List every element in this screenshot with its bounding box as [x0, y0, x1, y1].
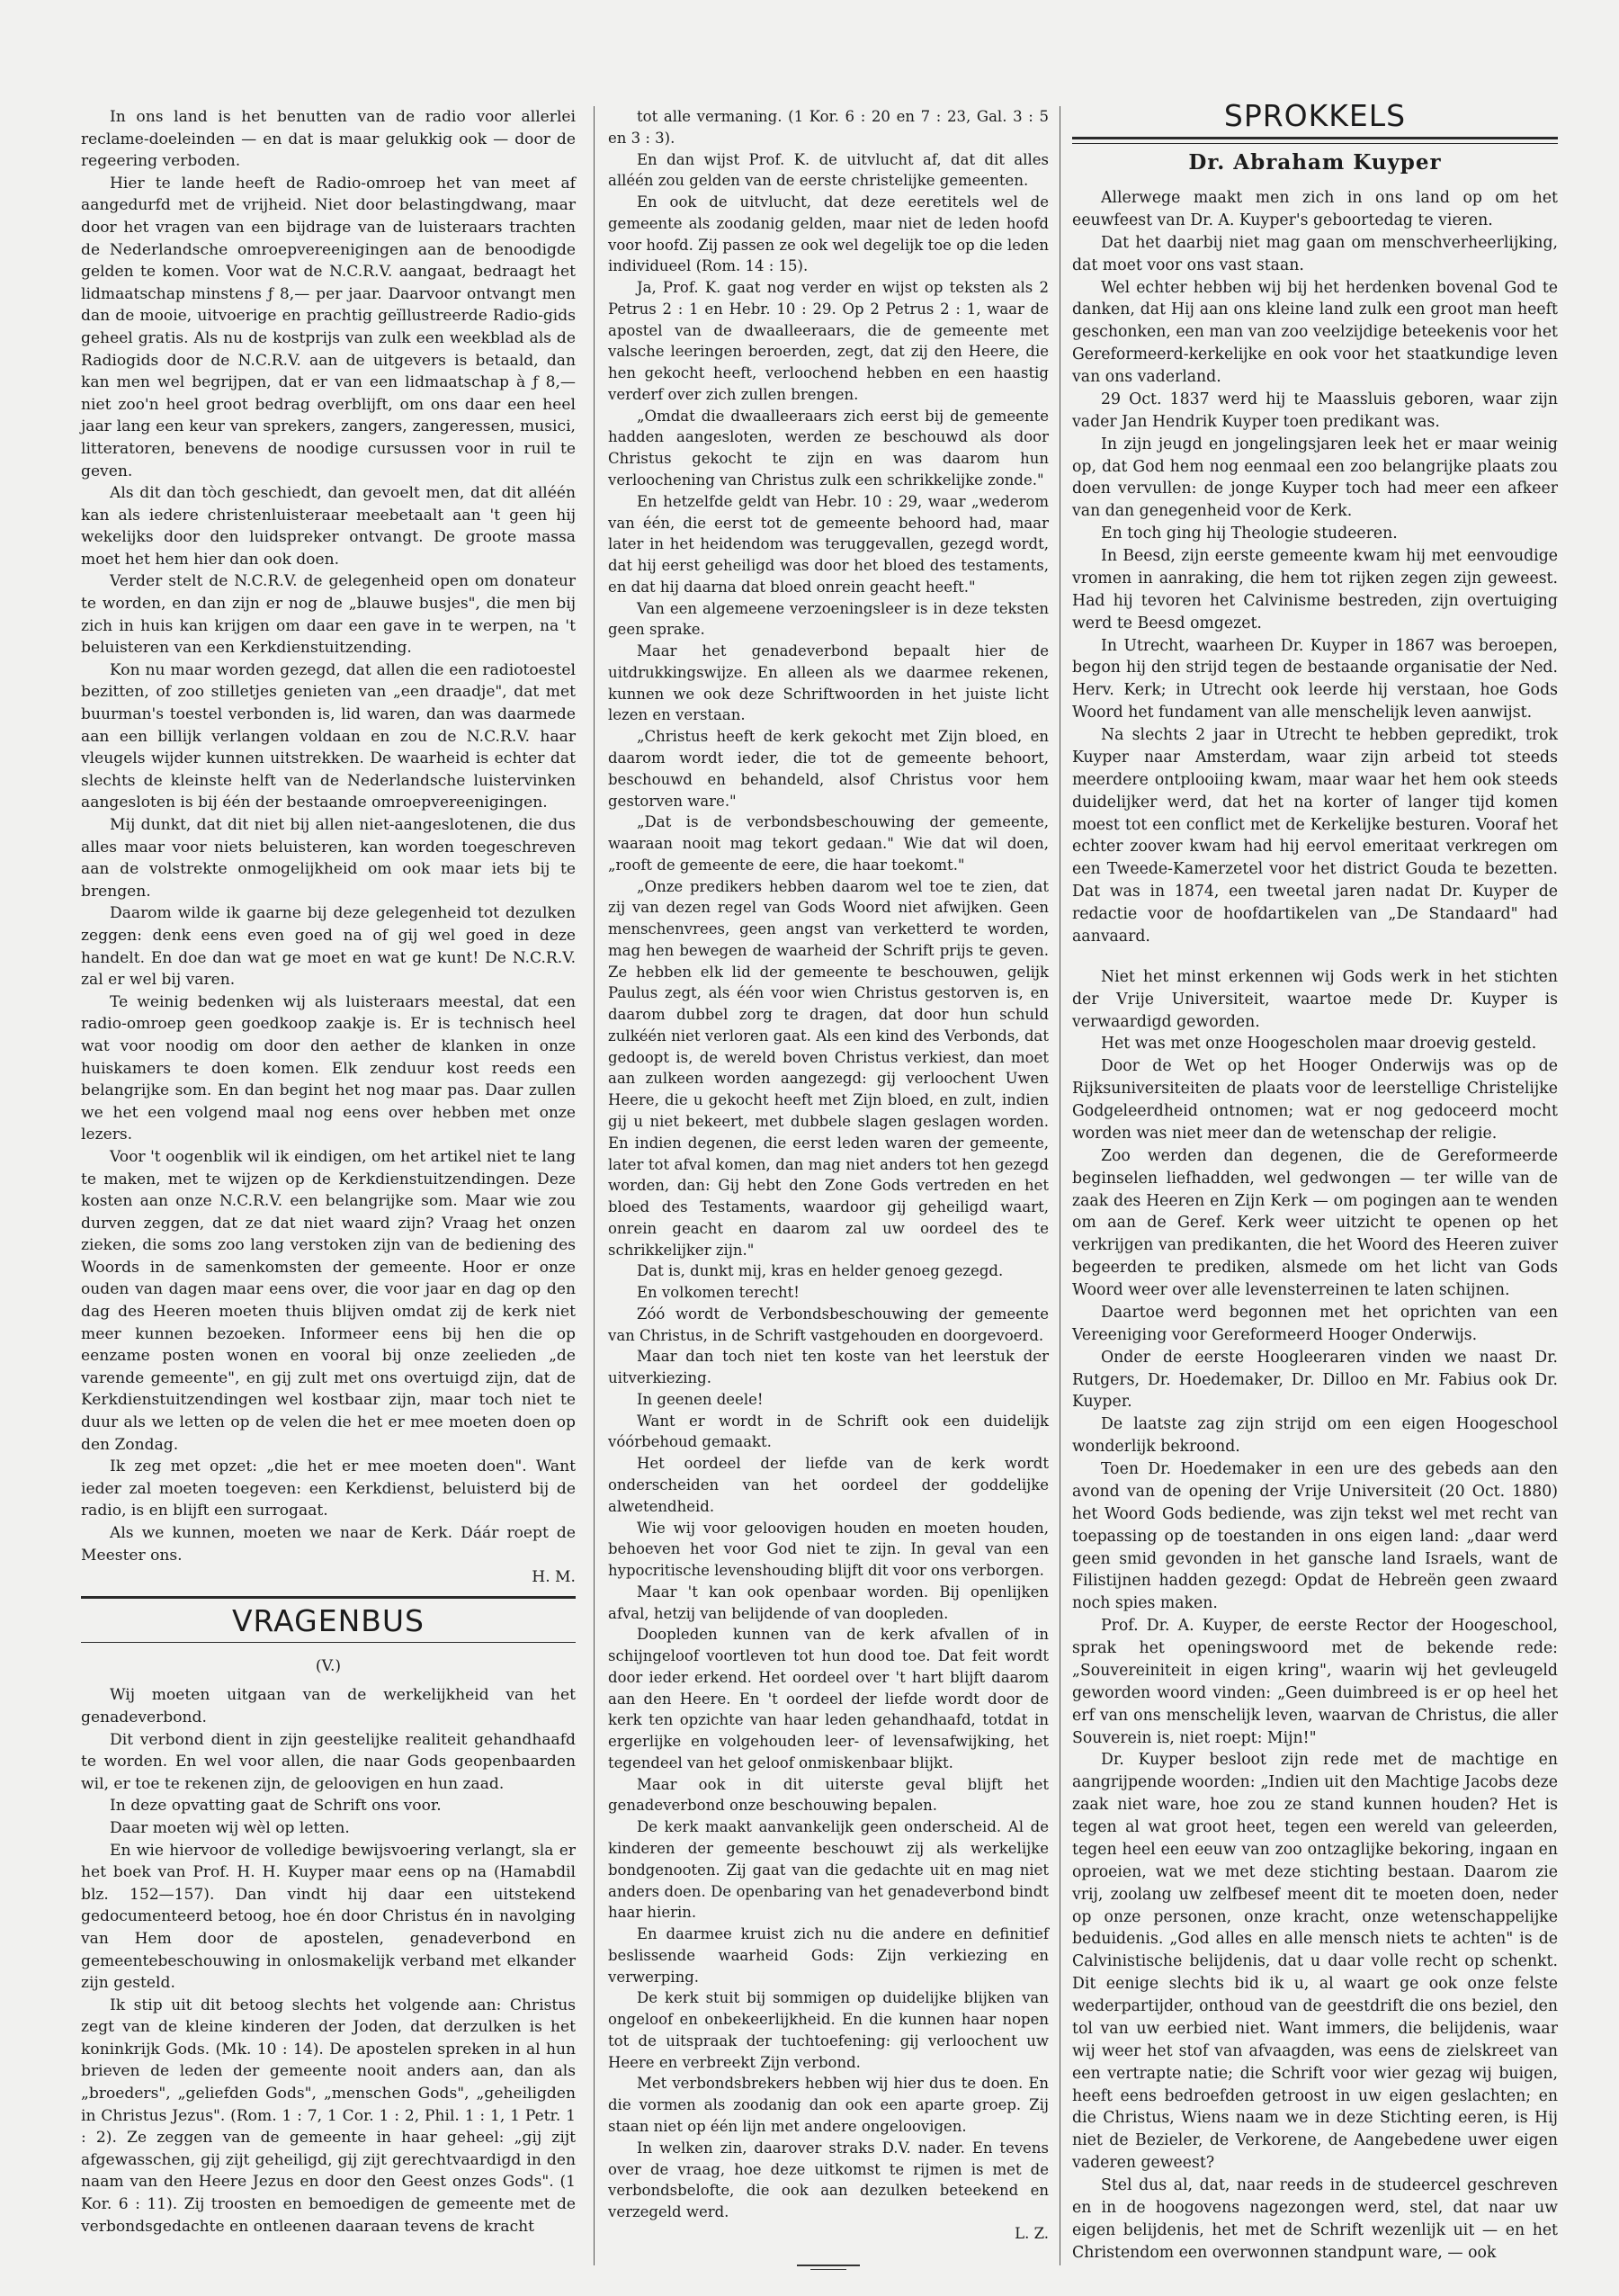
paragraph: Door de Wet op het Hooger Onderwijs was op de Rijksuniversiteiten de plaats voor de leerstellige Christelijke Godgeleerdheid ontnomen; wat er nog gedoceerd mocht worden was niet meer dan de wetenschap der religie.	[1072, 1057, 1558, 1143]
paragraph: Het oordeel der liefde van de kerk wordt onderscheiden van het oordeel der goddelijke alwetendheid.	[608, 1455, 1049, 1515]
section-title-vragenbus: VRAGENBUS	[231, 1602, 425, 1638]
paragraph-gap	[1072, 948, 1558, 966]
paragraph: Dit verbond dient in zijn geestelijke realiteit gehandhaafd te worden. En wel voor allen, die naar Gods geopenbaarden wil, er toe te rekenen zijn, de geloovigen en hun zaad.	[81, 1730, 576, 1793]
paragraph: „Dat is de verbondsbeschouwing der gemeente, waaraan nooit mag tekort gedaan." Wie dat wil doen, „rooft de gemeente de eere, die haar toekomt."	[608, 813, 1049, 874]
paragraph: De laatste zag zijn strijd om een eigen Hoogeschool wonderlijk bekroond.	[1072, 1415, 1558, 1457]
paragraph: Kon nu maar worden gezegd, dat allen die een radiotoestel bezitten, of zoo stilletjes genieten van „een draadje", dat met buurman's toestel verbonden is, lid waren, dan was daarmede aan een billijk verlangen voldaan en zou de N.C.R.V. haar vleugels wijder kunnen uitstrekken. De waarheid is echter dat slechts de kleinste helft van de Nederlandsche luistervinken aangesloten is bij één der bestaande omroepvereenigingen.	[81, 660, 576, 812]
paragraph: Daartoe werd begonnen met het oprichten van een Vereeniging voor Gereformeerd Hooger Onderwijs.	[1072, 1303, 1558, 1344]
paragraph: In Utrecht, waarheen Dr. Kuyper in 1867 was beroepen, begon hij den strijd tegen de bestaande organisatie der Ned. Herv. Kerk; in Utrecht ook leerde hij verstaan, hoe Gods Woord het fundament van alle menschelijk leven aanwijst.	[1072, 636, 1558, 722]
paragraph: Daar moeten wij wèl op letten.	[110, 1818, 350, 1837]
paragraph: En toch ging hij Theologie studeeren.	[1101, 525, 1398, 543]
paragraph: Toen Dr. Hoedemaker in een ure des gebeds aan den avond van de opening der Vrije Universiteit (20 Oct. 1880) het Woord Gods bediende, was zijn tekst wel met recht van toepassing op de toestanden in ons eigen land: „daar werd geen smid gevonden in het gansche land Israels, want de Filistijnen hadden gezegd: Opdat de Hebreën geen zwaard noch spies maken.	[1072, 1460, 1558, 1613]
article-title: Dr. Abraham Kuyper	[1188, 150, 1442, 175]
vragenbus-article	[81, 1655, 576, 2238]
paragraph: Voor 't oogenblik wil ik eindigen, om het artikel niet te lang te maken, met te wijzen op de Kerkdienstuitzendingen. Deze kosten aan onze N.C.R.V. een belangrijke som. Maar wie zou durven zeggen, dat ze dat niet waard zijn? Vraag het onzen zieken, die soms zoo lang verstoken zijn van de bediening des Woords in de samenkomsten der gemeente. Hoor er onze ouden van dagen maar eens over, die voor jaar en dag op den dag des Heeren moeten thuis blijven omdat zij de kerk niet meer kunnen bezoeken. Informeer eens bij hen die op eenzame posten wonen en vooral bij onze zeelieden „de varende gemeente", en gij zult met ons overtuigd zijn, dat de Kerkdienstuitzendingen wel kostbaar zijn, maar toch niet te duur als we letten op de velen die het er mee moeten doen op den Zondag.	[81, 1147, 576, 1454]
paragraph: In welken zin, daarover straks D.V. nader. En tevens over de vraag, hoe deze uitkomst te rijmen is met de verbondsbelofte, die ook aan dezulken beteekend en verzegeld werd.	[608, 2139, 1049, 2221]
paragraph: En dan wijst Prof. K. de uitvlucht af, dat dit alles alléén zou gelden van de eerste christelijke gemeenten.	[608, 150, 1049, 190]
paragraph: Wel echter hebben wij bij het herdenken bovenal God te danken, dat Hij aan ons kleine land zulk een groot man heeft geschonken, een man van zoo veelzijdige beteekenis voor het Gereformeerd-kerkelijke en ook voor het staatkundige leven van ons vaderland.	[1072, 278, 1558, 386]
paragraph: Van een algemeene verzoeningsleer is in deze teksten geen sprake.	[608, 599, 1049, 639]
paragraph: En hetzelfde geldt van Hebr. 10 : 29, waar „wederom van één, die eerst tot de gemeente behoord had, maar later in het heidendom was teruggevallen, gezegd wordt, dat hij eerst geheiligd was door het bloed des testaments, en dat hij daarna dat bloed onrein geacht heeft."	[608, 492, 1049, 596]
paragraph: In deze opvatting gaat de Schrift ons voor.	[110, 1797, 442, 1816]
section-divider	[81, 1642, 576, 1643]
paragraph: En ook de uitvlucht, dat deze eeretitels wel de gemeente als zoodanig gelden, maar niet de leden hoofd voor hoofd. Zij passen ze ook wel degelijk toe op die leden individueel (Rom. 14 : 15).	[608, 193, 1049, 275]
paragraph: Ja, Prof. K. gaat nog verder en wijst op teksten als 2 Petrus 2 : 1 en Hebr. 10 : 29. Op 2 Petrus 2 : 1, waar de apostel van de dwaalleeraars, die de gemeente met valsche leeringen beroerden, zegt, dat zij den Heere, die hen gekocht heeft, verloochend hebben en een haastig verderf over zich zullen brengen.	[608, 279, 1049, 403]
paragraph: Met verbondsbrekers hebben wij hier dus te doen. En die vormen als zoodanig dan ook een aparte groep. Zij staan niet op één lijn met andere ongeloovigen.	[608, 2075, 1049, 2135]
paragraph: Maar ook in dit uiterste geval blijft het genadeverbond onze beschouwing bepalen.	[608, 1775, 1049, 1815]
paragraph: Na slechts 2 jaar in Utrecht te hebben gepredikt, trok Kuyper naar Amsterdam, waar zijn arbeid tot steeds meerdere ontplooiing kwam, maar waar het hem ook steeds duidelijker werd, dat het na korter of langer tijd komen moest tot een conflict met de Kerkelijke besturen. Vooraf het echter zoover kwam had hij eervol emeritaat verkregen om een Tweede-Kamerzetel voor het district Gouda te bezetten. Dat was in 1874, een tweetal jaren nadat Dr. Kuyper de redactie voor de hoofdartikelen van „De Standaard" had aanvaard.	[1072, 726, 1558, 946]
paragraph: In Beesd, zijn eerste gemeente kwam hij met eenvoudige vromen in aanraking, die hem tot rijken zegen zijn geweest. Had hij tevoren het Calvinisme bestreden, zijn overtuiging werd te Beesd omgezet.	[1072, 547, 1558, 632]
author-signature: H. M.	[532, 1568, 576, 1587]
paragraph: Stel dus al, dat, naar reeds in de studeercel geschreven en in de hoogovens nagezongen werd, stel, dat naar uw eigen belijdenis, het met de Schrift wezenlijk uit — en het Christendom een overwonnen standpunt ware, — ook	[1072, 2176, 1558, 2262]
section-number: (V.)	[315, 1656, 342, 1675]
section-divider	[1072, 143, 1558, 144]
paragraph: Maar het genadeverbond bepaalt hier de uitdrukkingswijze. En alleen als we daarmee rekenen, kunnen we ook deze Schriftwoorden in het juiste licht lezen en verstaan.	[608, 642, 1049, 724]
paragraph: En volkomen terecht!	[637, 1284, 800, 1302]
paragraph: Verder stelt de N.C.R.V. de gelegenheid open om donateur te worden, en dan zijn er nog de „blauwe busjes", die men bij zich in huis kan krijgen om daar een gave in te werpen, na 't beluisteren van een Kerkdienstuitzending.	[81, 572, 576, 658]
paragraph: „Christus heeft de kerk gekocht met Zijn bloed, en daarom wordt ieder, die tot de gemeente behoort, beschouwd en behandeld, alsof Christus voor hem gestorven ware."	[608, 728, 1049, 810]
paragraph: De kerk stuit bij sommigen op duidelijke blijken van ongeloof en onbekeerlijkheid. En die kunnen haar nopen tot de uitspraak der tuchtoefening: gij verloochent uw Heere en verbreekt Zijn verbond.	[608, 1989, 1049, 2071]
radio-article	[81, 106, 576, 1589]
paragraph: Maar dan toch niet ten koste van het leerstuk der uitverkiezing.	[608, 1348, 1049, 1387]
paragraph: „Omdat die dwaalleeraars zich eerst bij de gemeente hadden aangesloten, werden ze beschouwd als door Christus gekocht te zijn en was daarom hun verloochening van Christus zulk een schrikkelijke zonde."	[608, 407, 1049, 489]
column-left	[81, 106, 576, 2238]
section-divider	[1072, 137, 1558, 139]
section-divider	[81, 1596, 576, 1599]
paragraph: Onder de eerste Hoogleeraren vinden we naast Dr. Rutgers, Dr. Hoedemaker, Dr. Dilloo en Mr. Fabius ook Dr. Kuyper.	[1072, 1348, 1558, 1412]
paragraph: Prof. Dr. A. Kuyper, de eerste Rector der Hoogeschool, sprak het openingswoord met de bekende rede: „Souvereiniteit in eigen kring", waarin wij het gevleugeld geworden woord vinden: „Geen duimbreed is er op heel het erf van ons menschelijk leven, waarvan de Christus, die aller Souverein is, niet roept: Mijn!"	[1072, 1617, 1558, 1747]
section-title-sprokkels: SPROKKELS	[1223, 98, 1407, 133]
end-of-article-rule	[797, 2265, 860, 2266]
column-rule	[594, 106, 595, 2265]
paragraph: In ons land is het benutten van de radio voor allerlei reclame-doeleinden — en dat is maar gelukkig ook — door de regeering verboden.	[81, 108, 576, 171]
paragraph: Te weinig bedenken wij als luisteraars meestal, dat een radio-omroep geen goedkoop zaakje is. Er is technisch heel wat voor noodig om door den aether de klanken in onze huiskamers te doen komen. Elk zenduur kost reeds een belangrijke som. En dan begint het nog maar pas. Daar zullen we het een volgend maal nog eens over hebben met onze lezers.	[81, 992, 576, 1144]
paragraph: Zóó wordt de Verbondsbeschouwing der gemeente van Christus, in de Schrift vastgehouden en doorgevoerd.	[608, 1305, 1049, 1344]
paragraph: Het was met onze Hoogescholen maar droevig gesteld.	[1101, 1035, 1537, 1054]
paragraph: In zijn jeugd en jongelingsjaren leek het er maar weinig op, dat God hem nog eenmaal een zoo belangrijke plaats zou doen vervullen: de jonge Kuyper toch had meer een afkeer van dan genegenheid voor de Kerk.	[1072, 435, 1558, 521]
paragraph: Maar 't kan ook openbaar worden. Bij openlijken afval, hetzij van belijdende of van doopleden.	[608, 1583, 1049, 1622]
paragraph: Wie wij voor geloovigen houden en moeten houden, behoeven het voor God niet te zijn. In geval van een hypocritische levenshouding blijft dit voor ons verborgen.	[608, 1519, 1049, 1580]
paragraph: „Onze predikers hebben daarom wel toe te zien, dat zij van dezen regel van Gods Woord niet afwijken. Geen menschenvrees, geen angst van verketterd te worden, mag hen bewegen de waarheid der Schrift prijs te geven. Ze hebben elk lid der gemeente te beschouwen, gelijk Paulus zegt, als één voor wien Christus gestorven is, en daarom dubbel zorg te dragen, dat door hun schuld zulkéén niet verloren gaat. Als een kind des Verbonds, dat gedoopt is, de wereld boven Christus verkiest, dan moet aan zulkeen worden aangezegd: gij verloochent Uwen Heere, die u gekocht heeft met Zijn bloed, en zult, indien gij u niet bekeert, met dubbele slagen geslagen worden. En indien degenen, die eerst leden waren der gemeente, later tot afval komen, dan mag niet anders tot hen gezegd worden, dan: Gij hebt den Zone Gods vertreden en het bloed des Testaments, waardoor gij geheiligd waart, onrein geacht en daarom zal uw oordeel des te schrikkelijker zijn."	[608, 877, 1049, 1259]
paragraph: Hier te lande heeft de Radio-omroep het van meet af aangedurfd met de vrijheid. Niet door belastingdwang, maar door het vragen van een bijdrage van de luisteraars trachten de Nederlandsche omroepvereenigingen aan de benoodigde gelden te komen. Voor wat de N.C.R.V. aangaat, bedraagt het lidmaatschap minstens ƒ 8,— per jaar. Daarvoor ontvangt men dan de mooie, uitvoerige en prachtig geïllustreerde Radio-gids geheel gratis. Als nu de kostprijs van zulk een weekblad als de Radiogids door de N.C.R.V. aan de uitgevers is betaald, dan kan men wel begrijpen, dat er van een lidmaatschap à ƒ 8,— niet zoo'n heel groot bedrag overblijft, om ons daar een heel jaar lang een keur van sprekers, zangers, zangeressen, musici, litteratoren, benevens de noodige cursussen voor in ruil te geven.	[81, 174, 576, 480]
paragraph: Ik zeg met opzet: „die het er mee moeten doen". Want ieder zal moeten toegeven: een Kerkdienst, beluisterd bij de radio, is en blijft een surrogaat.	[81, 1457, 576, 1520]
paragraph: Dr. Kuyper besloot zijn rede met de machtige en aangrijpende woorden: „Indien uit den Machtige Jacobs deze zaak niet ware, hoe zou ze stand kunnen houden? Het is tegen al wat groot heet, tegen een wereld van geleerden, tegen heel een eeuw van zoo ontzaglijke bekoring, ingaan en oproeien, wat we met deze stichting bestaan. Daarom zie vrij, zoolang uw zelfbesef meent dit te moeten doen, neder op onze personen, onze kracht, onze wetenschappelijke beduidenis. „God alles en alle mensch niets te achten" is de Calvinistische belijdenis, dat u daar volle recht op schenkt. Dit eenige slechts bid ik u, al waart ge ook onze felste wederpartijder, onthoud van de geestdrift die ons beziel, den tol van uw eerbied niet. Want immers, die belijdenis, waar wij weer het stof van afvaagden, was eens de zielskreet van een vertrapte natie; die Schrift voor wier gezag wij buigen, heeft eens bedroefden getroost in uw eigen geslachten; en die Christus, Wiens naam we in deze Stichting eeren, is Hij niet de Bezieler, de Verkorene, de Aangebedene uwer eigen vaderen geweest?	[1072, 1751, 1558, 2173]
column-right	[1072, 94, 1558, 2265]
paragraph: Ik stip uit dit betoog slechts het volgende aan: Christus zegt van de kleine kinderen der Joden, dat derzulken is het koninkrijk Gods. (Mk. 10 : 14). De apostelen spreken in al hun brieven de leden der gemeente nooit anders aan, dan als „broeders", „geliefden Gods", „menschen Gods", „geheiligden in Christus Jezus". (Rom. 1 : 7, 1 Cor. 1 : 2, Phil. 1 : 1, 1 Petr. 1 : 2). Ze zeggen van de gemeente in haar geheel: „gij zijt afgewasschen, gij zijt geheiligd, gij zijt gerechtvaardigd in den naam van den Heere Jezus en door den Geest onzes Gods". (1 Kor. 6 : 11). Zij troosten en bemoedigen de gemeente met de verbondsgedachte en ontleenen daaraan tevens de kracht	[81, 1996, 576, 2236]
paragraph: Als dit dan tòch geschiedt, dan gevoelt men, dat dit alléén kan als iedere christenluisteraar meebetaalt aan 't geen hij wekelijks door den luidspreker ontvangt. De groote massa moet het hem hier dan ook doen.	[81, 484, 576, 569]
column-middle	[608, 106, 1049, 2270]
paragraph: Daarom wilde ik gaarne bij deze gelegenheid tot dezulken zeggen: denk eens even goed na of gij wel goed in deze handelt. En doe dan wat ge moet en wat ge kunt! De N.C.R.V. zal er wel bij varen.	[81, 904, 576, 990]
paragraph: Zoo werden dan degenen, die de Gereformeerde beginselen liefhadden, wel gedwongen — ter wille van de zaak des Heeren en Zijn Kerk — om pogingen aan te wenden om aan de Geref. Kerk weer uitzicht te openen op het verkrijgen van predikanten, die het Woord des Heeren zuiver begeerden te prediken, alsmede om het licht van Gods Woord weer over alle levensterreinen te laten schijnen.	[1072, 1146, 1558, 1299]
paragraph: Dat is, dunkt mij, kras en helder genoeg gezegd.	[637, 1262, 1004, 1280]
paragraph: Als we kunnen, moeten we naar de Kerk. Dáár roept de Meester ons.	[81, 1524, 576, 1565]
paragraph: 29 Oct. 1837 werd hij te Maassluis geboren, waar zijn vader Jan Hendrik Kuyper toen predikant was.	[1072, 390, 1558, 431]
end-of-article-rule	[810, 2269, 846, 2270]
paragraph: Allerwege maakt men zich in ons land op om het eeuwfeest van Dr. A. Kuyper's geboortedag te vieren.	[1072, 189, 1558, 229]
paragraph: Wij moeten uitgaan van de werkelijkheid van het genadeverbond.	[81, 1686, 576, 1726]
paragraph: Mij dunkt, dat dit niet bij allen niet-aangeslotenen, die dus alles maar voor niets beluisteren, kan worden toegeschreven aan de volstrekte onmogelijkheid om ook maar iets bij te brengen.	[81, 816, 576, 901]
paragraph: Want er wordt in de Schrift ook een duidelijk vóórbehoud gemaakt.	[608, 1412, 1049, 1451]
paragraph: In geenen deele!	[637, 1390, 764, 1408]
paragraph: De kerk maakt aanvankelijk geen onderscheid. Al de kinderen der gemeente beschouwt zij als werkelijke bondgenooten. Zij gaat van die gedachte uit en mag niet anders doen. De openbaring van het genadeverbond bindt haar hierin.	[608, 1818, 1049, 1922]
paragraph: tot alle vermaning. (1 Kor. 6 : 20 en 7 : 23, Gal. 3 : 5 en 3 : 3).	[608, 108, 1049, 147]
paragraph: En wie hiervoor de volledige bewijsvoering verlangt, sla er het boek van Prof. H. H. Kuyper maar eens op na (Hamabdil blz. 152—157). Dan vindt hij daar een uitstekend gedocumenteerd betoog, hoe én door Christus én in navolging van Hem door de apostelen, genadeverbond en gemeentebeschouwing in onlosmakelijk verband met elkander zijn gesteld.	[81, 1841, 576, 1993]
paragraph: En daarmee kruist zich nu die andere en definitief beslissende waarheid Gods: Zijn verkiezing en verwerping.	[608, 1925, 1049, 1986]
author-signature: L. Z.	[1015, 2224, 1049, 2242]
paragraph: Niet het minst erkennen wij Gods werk in het stichten der Vrije Universiteit, waartoe mede Dr. Kuyper is verwaardigd geworden.	[1072, 967, 1558, 1031]
paragraph: Dat het daarbij niet mag gaan om menschverheerlijking, dat moet voor ons vast staan.	[1072, 233, 1558, 274]
paragraph: Doopleden kunnen van de kerk afvallen of in schijngeloof voortleven tot hun dood toe. Dat feit wordt door ieder erkend. Het oordeel over 't hart blijft daarom aan den Heere. En 't oordeel der liefde wordt door de kerk ten opzichte van haar leden gehandhaafd, totdat in ergerlijke en volgehouden leer- of levensafwijking, het tegendeel van het geloof onmiskenbaar blijkt.	[608, 1626, 1049, 1771]
